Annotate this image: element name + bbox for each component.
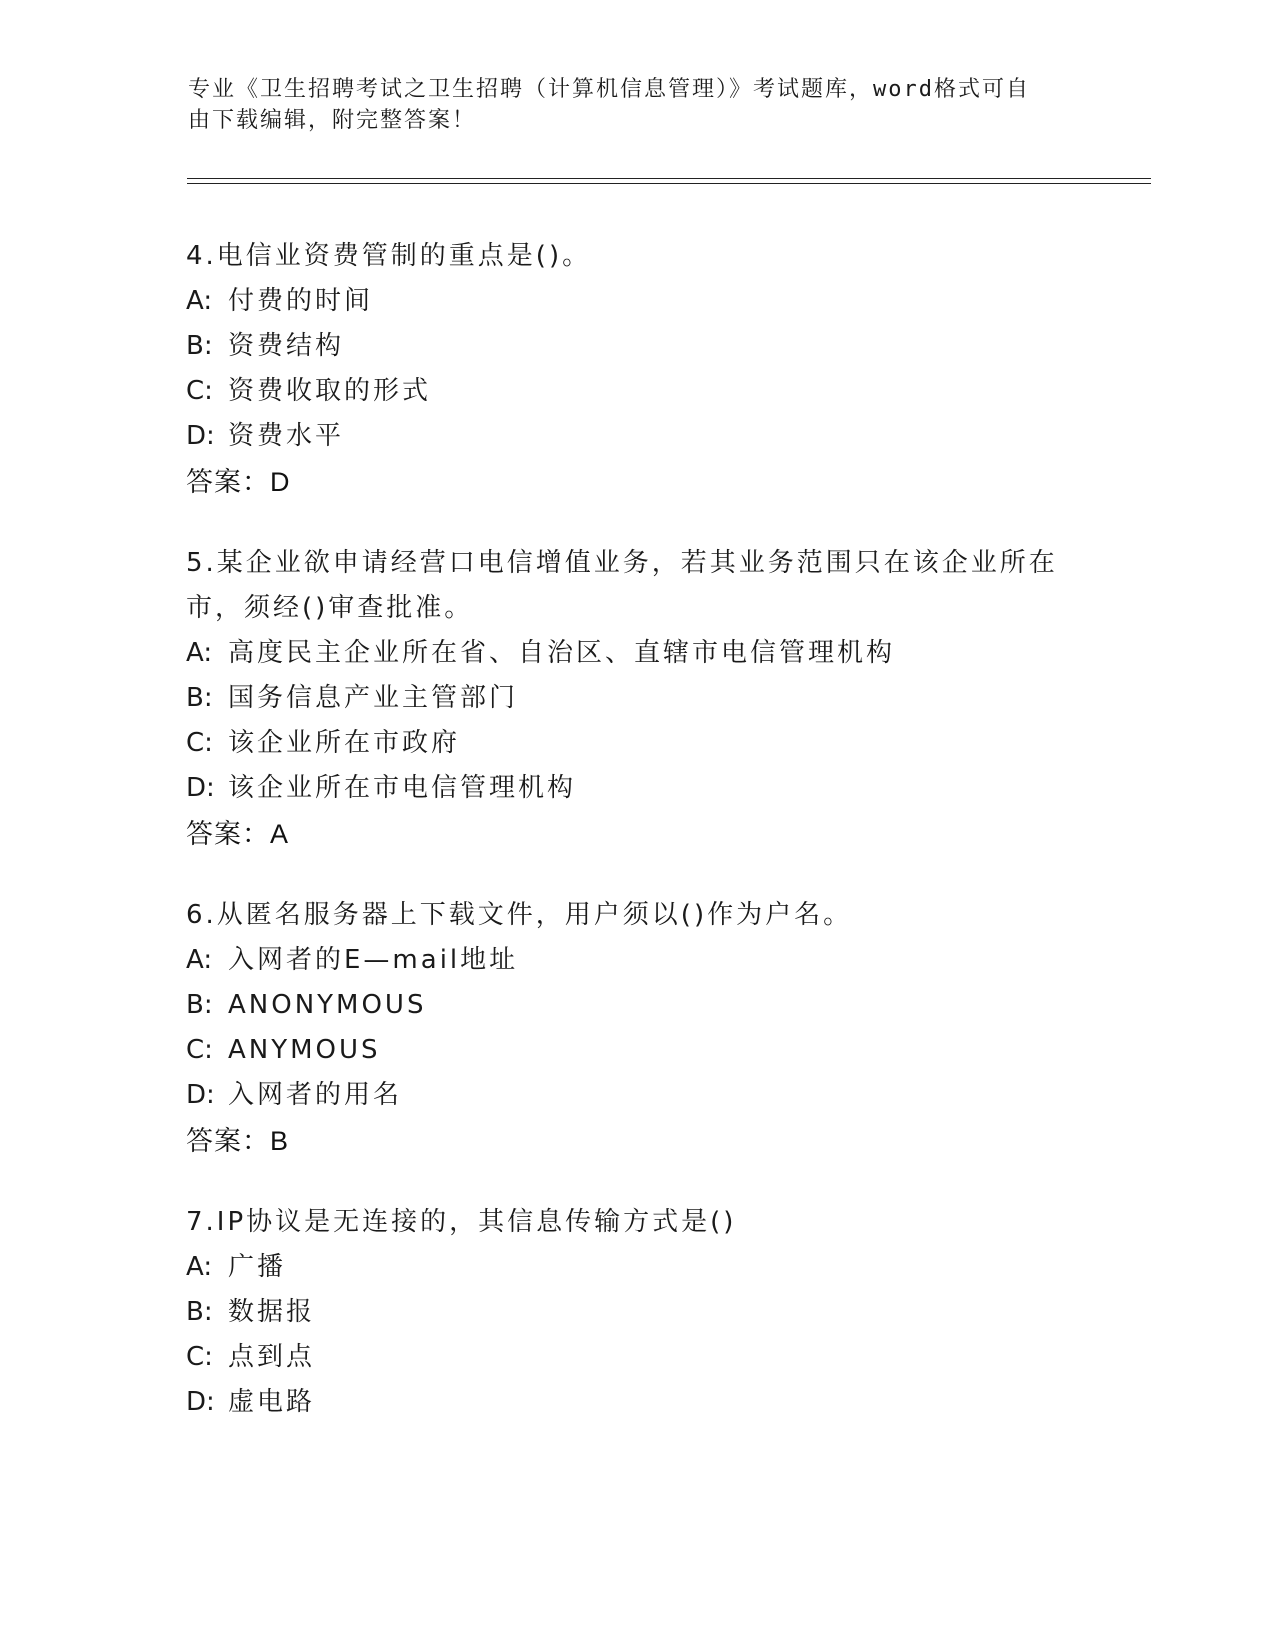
option-text: 资费结构: [228, 331, 345, 361]
option-label: B:: [186, 331, 213, 361]
option-a: [186, 938, 1086, 983]
option-label: A:: [186, 286, 213, 316]
option-text: ANONYMOUS: [228, 990, 427, 1020]
option-b: [186, 676, 1086, 721]
option-label: C:: [186, 376, 213, 406]
option-label: C:: [186, 1342, 213, 1372]
option-label: D:: [186, 1387, 215, 1417]
header-divider-top: [187, 178, 1151, 179]
option-label: C:: [186, 1035, 213, 1065]
option-label: A:: [186, 638, 213, 668]
option-label: A:: [186, 945, 213, 975]
option-c: [186, 1335, 1086, 1380]
option-text: 资费水平: [228, 421, 345, 451]
header-divider-bottom: [187, 183, 1151, 184]
option-a: [186, 279, 1086, 324]
option-b: [186, 324, 1086, 369]
option-a: [186, 1245, 1086, 1290]
option-label: A:: [186, 1252, 213, 1282]
document-header: [188, 74, 1068, 136]
answer-line: 答案：D: [186, 467, 291, 497]
question-7: [186, 1200, 1086, 1425]
question-stem: 7.IP协议是无连接的，其信息传输方式是(): [186, 1207, 737, 1237]
option-text: 该企业所在市电信管理机构: [228, 773, 577, 803]
question-stem: 4.电信业资费管制的重点是()。: [186, 241, 592, 271]
option-text: 国务信息产业主管部门: [228, 683, 519, 713]
option-text: 点到点: [228, 1342, 316, 1372]
question-5: [186, 541, 1086, 857]
option-b: [186, 983, 1086, 1028]
option-text: 该企业所在市政府: [228, 728, 461, 758]
option-a: [186, 631, 1086, 676]
option-text: 资费收取的形式: [228, 376, 432, 406]
option-d: [186, 414, 1086, 459]
option-label: B:: [186, 1297, 213, 1327]
option-text: 数据报: [228, 1297, 316, 1327]
option-d: [186, 1073, 1086, 1118]
option-text: 高度民主企业所在省、自治区、直辖市电信管理机构: [228, 638, 896, 668]
option-c: [186, 369, 1086, 414]
question-stem-line-2: 市，须经()审查批准。: [186, 593, 474, 623]
header-line-2: 由下载编辑，附完整答案！: [188, 108, 477, 133]
option-text: 广播: [228, 1252, 287, 1282]
option-b: [186, 1290, 1086, 1335]
option-label: D:: [186, 1080, 215, 1110]
option-text: 虚电路: [228, 1387, 316, 1417]
option-label: D:: [186, 773, 215, 803]
option-text: 付费的时间: [228, 286, 374, 316]
option-d: [186, 1380, 1086, 1425]
answer-line: 答案：A: [186, 819, 290, 849]
header-line-1: 专业《卫生招聘考试之卫生招聘（计算机信息管理）》考试题库，word格式可自: [188, 77, 1030, 102]
question-stem: 6.从匿名服务器上下载文件，用户须以()作为户名。: [186, 900, 853, 930]
question-list: [186, 234, 1086, 1461]
option-c: [186, 721, 1086, 766]
option-label: C:: [186, 728, 213, 758]
option-d: [186, 766, 1086, 811]
option-label: B:: [186, 990, 213, 1020]
option-label: D:: [186, 421, 215, 451]
option-label: B:: [186, 683, 213, 713]
question-4: [186, 234, 1086, 505]
question-stem-line-1: 5.某企业欲申请经营口电信增值业务，若其业务范围只在该企业所在: [186, 548, 1058, 578]
option-text: ANYMOUS: [228, 1035, 381, 1065]
question-6: [186, 893, 1086, 1164]
answer-line: 答案：B: [186, 1126, 290, 1156]
option-c: [186, 1028, 1086, 1073]
option-text: 入网者的用名: [228, 1080, 403, 1110]
option-text: 入网者的E—mail地址: [228, 945, 519, 975]
